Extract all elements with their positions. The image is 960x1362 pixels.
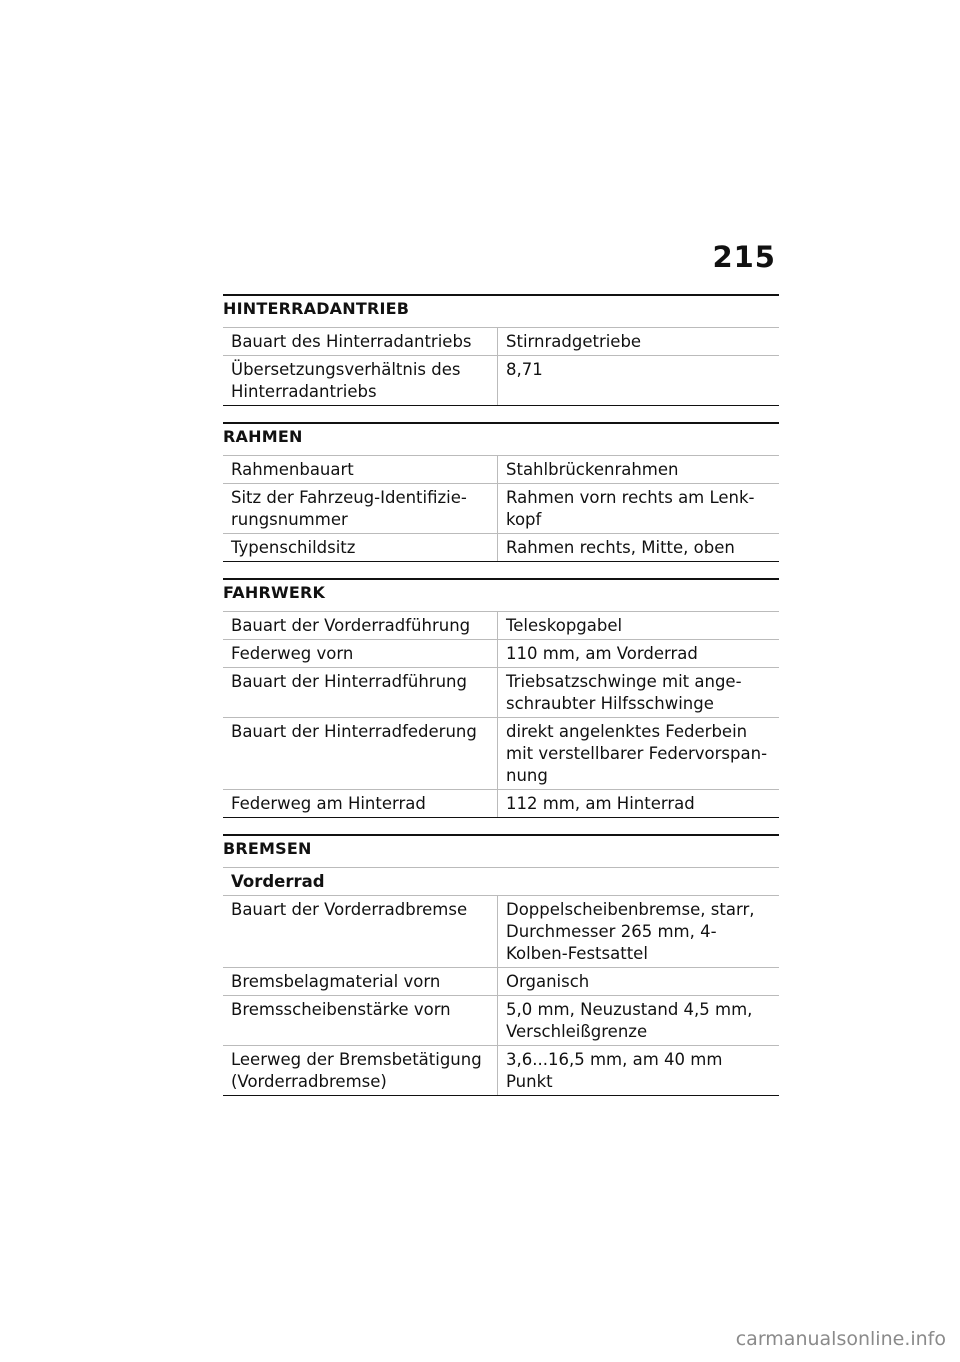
table-row [223,718,779,790]
table-row [223,640,779,668]
spec-label: Bauart der Hinterradfederung [223,718,498,790]
spec-label: Leerweg der Bremsbetätigung (Vorderradbremse) [223,1046,498,1096]
table-row [223,456,779,484]
spec-label: Rahmenbauart [223,456,498,484]
spec-value: direkt angelenktes Federbein mit verstellbarer Federvorspan-nung [498,718,780,790]
spec-value: Organisch [498,968,780,996]
spec-value: Rahmen rechts, Mitte, oben [498,534,780,562]
spec-value: Teleskopgabel [498,612,780,640]
spec-value: 5,0 mm, Neuzustand 4,5 mm, Verschleißgrenze [498,996,780,1046]
table-row [223,996,779,1046]
page-number: 215 [712,240,776,274]
section-title: FAHRWERK [223,578,779,611]
spec-value: 8,71 [498,356,780,406]
table-row [223,668,779,718]
table-row [223,328,779,356]
spec-label: Übersetzungsverhältnis des Hinterradantriebs [223,356,498,406]
section-title: RAHMEN [223,422,779,455]
spec-label: Bauart der Vorderradführung [223,612,498,640]
spec-label: Bremsscheibenstärke vorn [223,996,498,1046]
spec-label: Sitz der Fahrzeug-Identifizie-rungsnummer [223,484,498,534]
table-row [223,612,779,640]
spec-table [223,327,779,406]
section-title: BREMSEN [223,834,779,867]
section-title: HINTERRADANTRIEB [223,294,779,327]
table-row [223,1046,779,1096]
table-row [223,790,779,818]
spec-table [223,611,779,818]
spec-table [223,867,779,1096]
section-hinterradantrieb [223,294,779,406]
spec-table [223,455,779,562]
table-row [223,968,779,996]
section-fahrwerk [223,578,779,818]
spec-value: 3,6...16,5 mm, am 40 mm Punkt [498,1046,780,1096]
spec-value: Rahmen vorn rechts am Lenk-kopf [498,484,780,534]
spec-label: Federweg am Hinterrad [223,790,498,818]
spec-value: Stirnradgetriebe [498,328,780,356]
section-bremsen [223,834,779,1096]
table-row [223,356,779,406]
spec-value: 110 mm, am Vorderrad [498,640,780,668]
spec-label: Bauart der Vorderradbremse [223,896,498,968]
spec-label: Bremsbelagmaterial vorn [223,968,498,996]
spec-value: Triebsatzschwinge mit ange-schraubter Hilfsschwinge [498,668,780,718]
watermark-text: carmanualsonline.info [735,1328,946,1350]
table-subheading-row [223,868,779,896]
table-row [223,484,779,534]
spec-label: Federweg vorn [223,640,498,668]
table-row [223,534,779,562]
spec-label: Typenschildsitz [223,534,498,562]
spec-value: Doppelscheibenbremse, starr, Durchmesser 265 mm, 4-Kolben-Festsattel [498,896,780,968]
section-rahmen [223,422,779,562]
spec-value: 112 mm, am Hinterrad [498,790,780,818]
spec-label: Bauart des Hinterradantriebs [223,328,498,356]
spec-value: Stahlbrückenrahmen [498,456,780,484]
spec-content [223,294,779,1112]
spec-label: Bauart der Hinterradführung [223,668,498,718]
spec-subheading: Vorderrad [223,868,779,896]
table-row [223,896,779,968]
